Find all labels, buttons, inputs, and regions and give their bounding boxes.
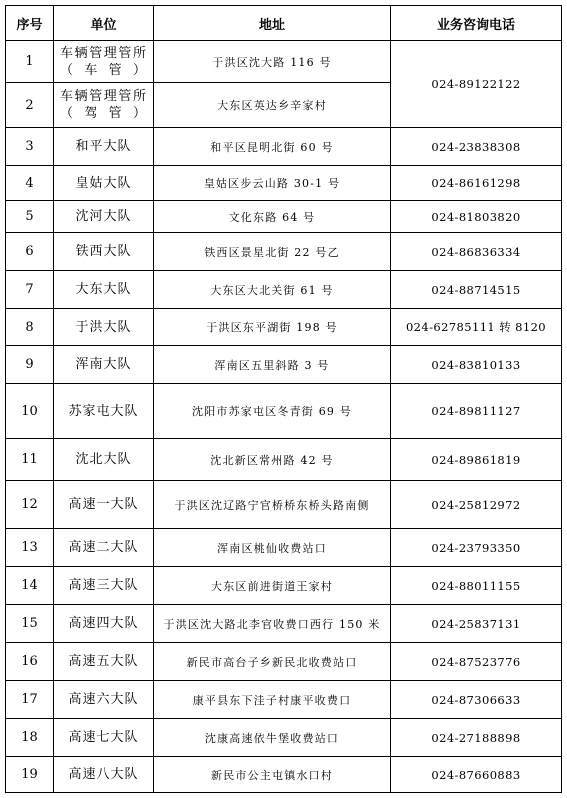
row-no: 18 xyxy=(6,719,54,757)
table-row xyxy=(6,166,562,201)
header-no: 序号 xyxy=(6,6,54,41)
row-address: 和平区昆明北街 60 号 xyxy=(154,128,391,166)
row-address: 大东区英达乡辛家村 xyxy=(154,83,391,128)
row-unit: 沈河大队 xyxy=(54,201,154,233)
row-address: 于洪区东平湖街 198 号 xyxy=(154,309,391,346)
table-row xyxy=(6,567,562,605)
table-row xyxy=(6,201,562,233)
table-row xyxy=(6,681,562,719)
table-row xyxy=(6,384,562,439)
row-phone: 024-25837131 xyxy=(391,605,562,643)
row-unit: 车辆管理管所（驾管） xyxy=(54,83,154,128)
table-row xyxy=(6,41,562,83)
row-unit: 大东大队 xyxy=(54,271,154,309)
row-no: 6 xyxy=(6,233,54,271)
row-phone: 024-23793350 xyxy=(391,529,562,567)
table-row xyxy=(6,233,562,271)
row-no: 2 xyxy=(6,83,54,128)
table-row xyxy=(6,643,562,681)
row-unit: 苏家屯大队 xyxy=(54,384,154,439)
table-row xyxy=(6,605,562,643)
row-address: 于洪区沈辽路宁官桥桥东桥头路南侧 xyxy=(154,481,391,529)
row-address: 新民市公主屯镇水口村 xyxy=(154,757,391,793)
table-row xyxy=(6,271,562,309)
table-row xyxy=(6,481,562,529)
row-phone: 024-81803820 xyxy=(391,201,562,233)
table-row xyxy=(6,346,562,384)
row-no: 19 xyxy=(6,757,54,793)
row-no: 5 xyxy=(6,201,54,233)
row-phone: 024-27188898 xyxy=(391,719,562,757)
row-phone: 024-88011155 xyxy=(391,567,562,605)
row-address: 于洪区沈大路 116 号 xyxy=(154,41,391,83)
row-phone: 024-25812972 xyxy=(391,481,562,529)
row-no: 3 xyxy=(6,128,54,166)
row-no: 13 xyxy=(6,529,54,567)
row-unit: 高速七大队 xyxy=(54,719,154,757)
row-address: 于洪区沈大路北李官收费口西行 150 米 xyxy=(154,605,391,643)
row-no: 7 xyxy=(6,271,54,309)
row-no: 8 xyxy=(6,309,54,346)
row-phone: 024-87306633 xyxy=(391,681,562,719)
row-unit: 高速八大队 xyxy=(54,757,154,793)
row-phone: 024-89122122 xyxy=(391,41,562,128)
row-address: 铁西区景星北街 22 号乙 xyxy=(154,233,391,271)
header-row xyxy=(6,6,562,41)
table-row xyxy=(6,439,562,481)
row-address: 浑南区五里斜路 3 号 xyxy=(154,346,391,384)
row-no: 15 xyxy=(6,605,54,643)
row-unit: 皇姑大队 xyxy=(54,166,154,201)
row-address: 沈康高速依牛堡收费站口 xyxy=(154,719,391,757)
row-address: 沈北新区常州路 42 号 xyxy=(154,439,391,481)
row-no: 4 xyxy=(6,166,54,201)
row-phone: 024-88714515 xyxy=(391,271,562,309)
row-unit: 高速四大队 xyxy=(54,605,154,643)
row-unit: 车辆管理管所（车管） xyxy=(54,41,154,83)
header-address: 地址 xyxy=(154,6,391,41)
row-address: 皇姑区步云山路 30-1 号 xyxy=(154,166,391,201)
row-unit: 高速五大队 xyxy=(54,643,154,681)
row-address: 大东区大北关街 61 号 xyxy=(154,271,391,309)
table-row xyxy=(6,309,562,346)
row-unit: 沈北大队 xyxy=(54,439,154,481)
row-phone: 024-23838308 xyxy=(391,128,562,166)
row-no: 17 xyxy=(6,681,54,719)
row-address: 沈阳市苏家屯区冬青街 69 号 xyxy=(154,384,391,439)
header-unit: 单位 xyxy=(54,6,154,41)
row-unit: 高速六大队 xyxy=(54,681,154,719)
row-no: 12 xyxy=(6,481,54,529)
row-unit: 高速三大队 xyxy=(54,567,154,605)
row-unit: 高速二大队 xyxy=(54,529,154,567)
row-address: 文化东路 64 号 xyxy=(154,201,391,233)
row-address: 浑南区桃仙收费站口 xyxy=(154,529,391,567)
row-no: 11 xyxy=(6,439,54,481)
row-unit: 浑南大队 xyxy=(54,346,154,384)
row-phone: 024-87523776 xyxy=(391,643,562,681)
row-phone: 024-89861819 xyxy=(391,439,562,481)
row-unit: 高速一大队 xyxy=(54,481,154,529)
row-unit: 于洪大队 xyxy=(54,309,154,346)
row-no: 14 xyxy=(6,567,54,605)
row-phone: 024-89811127 xyxy=(391,384,562,439)
row-address: 大东区前进街道王家村 xyxy=(154,567,391,605)
row-address: 康平县东下洼子村康平收费口 xyxy=(154,681,391,719)
row-no: 9 xyxy=(6,346,54,384)
row-phone: 024-86836334 xyxy=(391,233,562,271)
contact-table xyxy=(5,5,562,793)
row-phone: 024-62785111 转 8120 xyxy=(391,309,562,346)
row-phone: 024-86161298 xyxy=(391,166,562,201)
row-phone: 024-83810133 xyxy=(391,346,562,384)
table-row xyxy=(6,719,562,757)
row-unit: 和平大队 xyxy=(54,128,154,166)
row-unit: 铁西大队 xyxy=(54,233,154,271)
table-row xyxy=(6,529,562,567)
table-row xyxy=(6,128,562,166)
table-row xyxy=(6,757,562,793)
row-no: 16 xyxy=(6,643,54,681)
row-no: 1 xyxy=(6,41,54,83)
row-no: 10 xyxy=(6,384,54,439)
row-address: 新民市高台子乡新民北收费站口 xyxy=(154,643,391,681)
header-phone: 业务咨询电话 xyxy=(391,6,562,41)
row-phone: 024-87660883 xyxy=(391,757,562,793)
